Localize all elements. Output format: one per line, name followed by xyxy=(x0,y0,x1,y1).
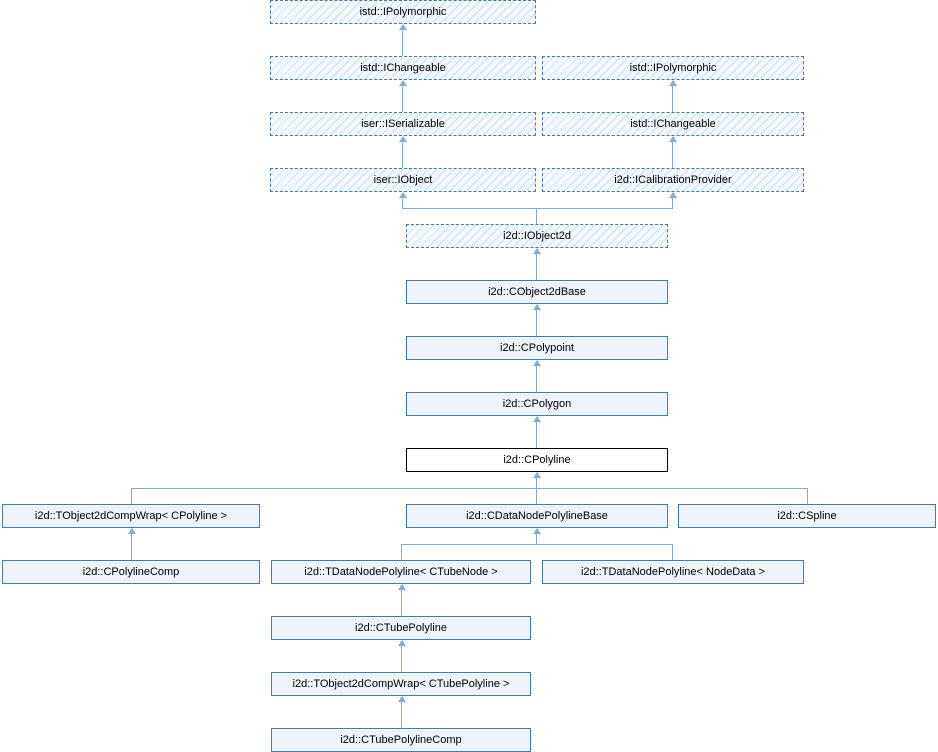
edge-iobject2d-bus xyxy=(402,208,673,209)
arrowhead xyxy=(533,528,541,534)
class-node-label: i2d::IObject2d xyxy=(503,230,571,242)
class-node-istd-ipolymorphic[interactable] xyxy=(270,0,536,24)
arrowhead xyxy=(398,640,406,646)
class-node-istd-ichangeable-2[interactable] xyxy=(542,112,804,136)
edge-cdatanodepolylinebase-children-bus xyxy=(401,544,673,545)
edge-iobject2d-to-iobject xyxy=(402,198,403,208)
class-node-label: i2d::CObject2dBase xyxy=(488,286,586,298)
edge-iobject2d-stem xyxy=(536,208,537,224)
edge-iobject2d-to-icalibrationprovider xyxy=(672,198,673,208)
edge-cobject2dbase-to-iobject2d xyxy=(536,254,537,280)
arrowhead xyxy=(128,528,136,534)
arrowhead xyxy=(533,416,541,422)
edge-to-cdatanodepolylinebase xyxy=(536,488,537,504)
edge-to-tdatanodepolyline-ctubenode xyxy=(401,544,402,560)
class-node-iser-iserializable[interactable] xyxy=(270,112,536,136)
edge-cpolylinecomp-to-wrap xyxy=(131,534,132,560)
class-node-i2d-tdatanodepolyline-ctubenode[interactable] xyxy=(271,560,531,584)
class-node-label: i2d::CTubePolyline xyxy=(355,622,447,634)
class-node-i2d-tobject2dcompwrap-cpolyline[interactable] xyxy=(2,504,260,528)
class-node-label: i2d::CPolylineComp xyxy=(82,566,180,578)
edge-to-tobject2dcompwrap-cpolyline xyxy=(131,488,132,504)
arrowhead xyxy=(533,248,541,254)
class-node-label: i2d::CDataNodePolylineBase xyxy=(466,510,608,522)
class-node-label: istd::IPolymorphic xyxy=(359,6,447,18)
class-node-i2d-ctubepolyline[interactable] xyxy=(271,616,531,640)
arrowhead xyxy=(398,696,406,702)
class-node-i2d-iobject2d[interactable] xyxy=(406,224,668,248)
class-node-label: i2d::CPolygon xyxy=(502,398,572,410)
class-node-i2d-tobject2dcompwrap-ctubepolyline[interactable] xyxy=(271,672,531,696)
edge-wrap-ctubepolyline-to-ctubepolyline xyxy=(401,646,402,672)
edge-ichangeable-to-ipolymorphic xyxy=(402,30,403,56)
class-node-i2d-cspline[interactable] xyxy=(678,504,936,528)
class-node-label: i2d::TDataNodePolyline< CTubeNode > xyxy=(304,566,498,578)
edge-ctubepolyline-to-tdatanodepolyline xyxy=(401,590,402,616)
edge-icalibrationprovider-to-ichangeable2 xyxy=(672,142,673,168)
class-node-label: iser::ISerializable xyxy=(361,118,445,130)
arrowhead xyxy=(398,584,406,590)
edge-to-tdatanodepolyline-nodedata xyxy=(672,544,673,560)
class-node-i2d-cpolyline[interactable] xyxy=(406,448,668,472)
edge-iobject-to-iserializable xyxy=(402,142,403,168)
edge-iserializable-to-ichangeable xyxy=(402,86,403,112)
class-node-label: i2d::ICalibrationProvider xyxy=(614,174,732,186)
class-node-label: i2d::CTubePolylineComp xyxy=(340,734,462,746)
class-node-i2d-cobject2dbase[interactable] xyxy=(406,280,668,304)
edge-cpolyline-to-cpolygon xyxy=(536,422,537,448)
class-node-label: i2d::CPolyline xyxy=(503,454,571,466)
arrowhead xyxy=(399,80,407,86)
edge-to-cspline xyxy=(807,488,808,504)
class-node-i2d-tdatanodepolyline-nodedata[interactable] xyxy=(542,560,804,584)
arrowhead xyxy=(399,136,407,142)
arrowhead xyxy=(399,192,407,198)
class-node-istd-ichangeable[interactable] xyxy=(270,56,536,80)
edge-cpolyline-down-stem xyxy=(536,478,537,488)
class-node-label: i2d::TDataNodePolyline< NodeData > xyxy=(580,566,766,578)
class-node-label: istd::IPolymorphic xyxy=(629,62,717,74)
class-node-i2d-cpolygon[interactable] xyxy=(406,392,668,416)
class-node-label: i2d::CSpline xyxy=(777,510,837,522)
class-node-i2d-cpolylinecomp[interactable] xyxy=(2,560,260,584)
arrowhead xyxy=(669,192,677,198)
class-node-label: i2d::TObject2dCompWrap< CPolyline > xyxy=(34,510,228,522)
class-node-label: i2d::TObject2dCompWrap< CTubePolyline > xyxy=(292,678,510,690)
edge-ichangeable2-to-ipolymorphic2 xyxy=(672,86,673,112)
class-node-label: istd::IChangeable xyxy=(630,118,716,130)
class-node-i2d-cpolypoint[interactable] xyxy=(406,336,668,360)
edge-cpolygon-to-cpolypoint xyxy=(536,366,537,392)
edge-cpolypoint-to-cobject2dbase xyxy=(536,310,537,336)
arrowhead xyxy=(533,360,541,366)
arrowhead xyxy=(669,136,677,142)
class-node-i2d-ctubepolylinecomp[interactable] xyxy=(271,728,531,752)
arrowhead xyxy=(533,472,541,478)
edge-cdatanodepolylinebase-down-stem xyxy=(536,534,537,544)
class-node-i2d-icalibrationprovider[interactable] xyxy=(542,168,804,192)
class-node-label: istd::IChangeable xyxy=(360,62,446,74)
edge-ctubepolylinecomp-to-wrap xyxy=(401,702,402,728)
class-node-label: i2d::CPolypoint xyxy=(500,342,574,354)
class-node-iser-iobject[interactable] xyxy=(270,168,536,192)
class-node-istd-ipolymorphic-2[interactable] xyxy=(542,56,804,80)
class-node-i2d-cdatanodepolylinebase[interactable] xyxy=(406,504,668,528)
edge-cpolyline-children-bus xyxy=(131,488,808,489)
arrowhead xyxy=(399,24,407,30)
class-node-label: iser::IObject xyxy=(373,174,433,186)
arrowhead xyxy=(533,304,541,310)
arrowhead xyxy=(669,80,677,86)
